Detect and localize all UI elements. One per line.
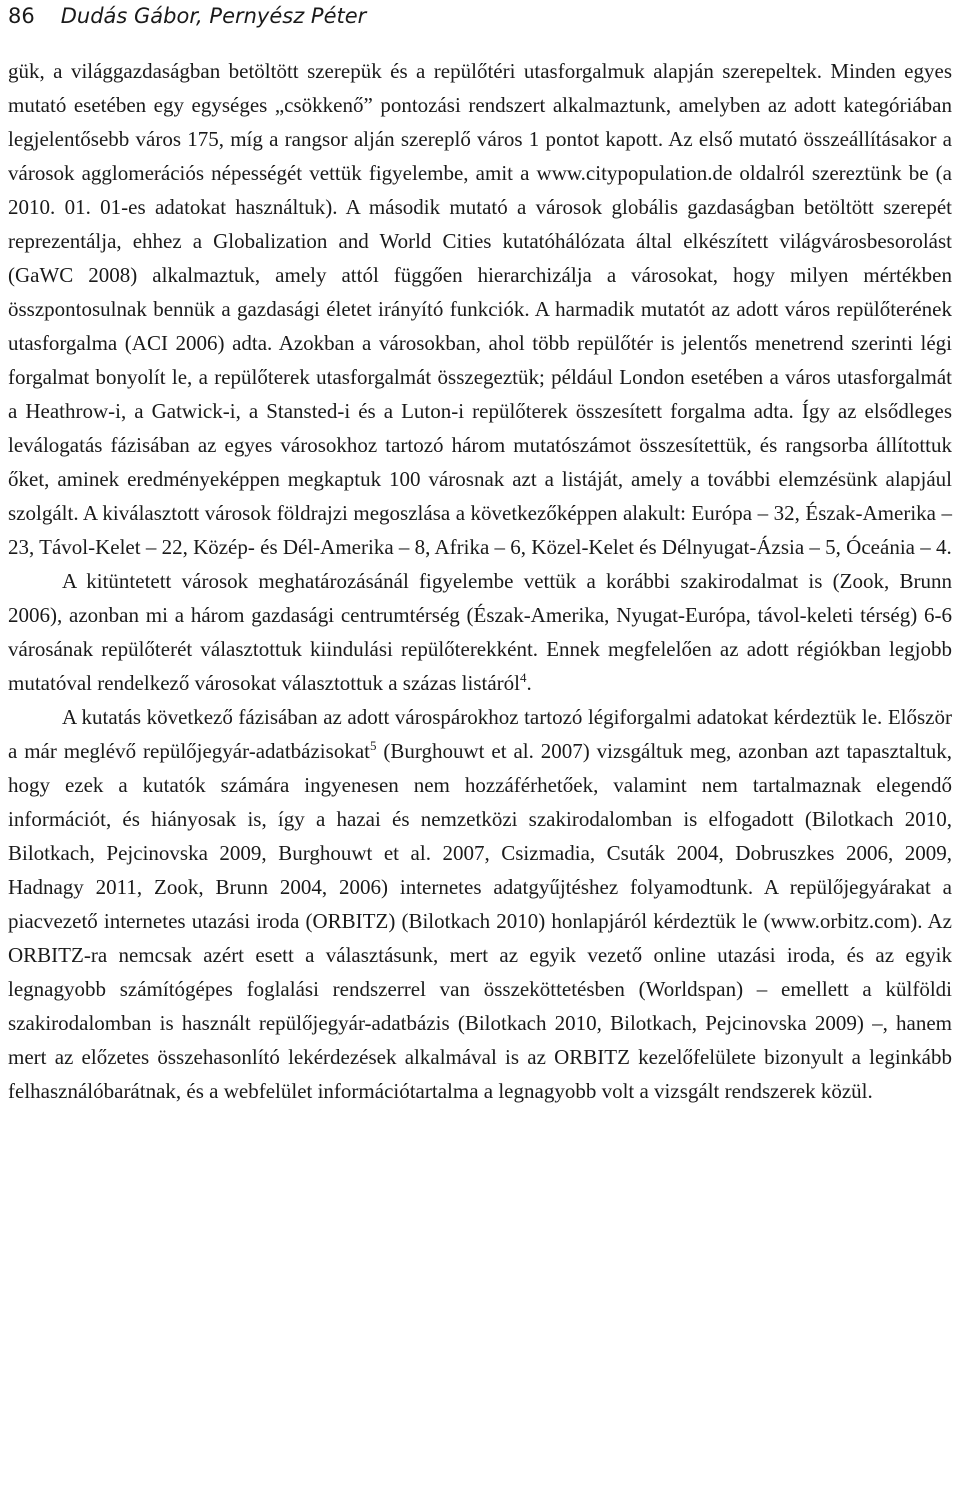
paragraph-text: gük, a világgazdaságban betöltött szerepük és a repülőtéri utasforgalmuk alapján szerepeltek. Minden egyes mutató esetében egy egységes „csökkenő” pontozási rendszert alkalmaztunk, amelyben az adott kategóriában legjelentősebb város 175, míg a rangsor alján szereplő város 1 pontot kapott. Az első mutató összeállításakor a városok agglomerációs népességét vettük figyelembe, amit a www.citypopulation.de oldalról szereztünk be (a 2010. 01. 01-es adatokat használtuk). A második mutató a városok globális gazdaságban betöltött szerepét reprezentálja, ehhez a Globalization and World Cities kutatóhálózata által elkészített világvárosbesorolást (GaWC 2008) alkalmaztuk, amely attól függően hierarchizálja a városokat, hogy milyen mértékben összpontosulnak bennük a gazdasági életet irányító funkciók. A harmadik mutatót az adott város repülőterének utasforgalma (ACI 2006) adta. Azokban a városokban, ahol több repülőtér is jelentős menetrend szerinti légi forgalmat bonyolít le, a repülőterek utasforgalmát összegeztük; például London esetében a város utasforgalmát a Heathrow-i, a Gatwick-i, a Stansted-i és a Luton-i repülőterek összesített forgalma adta. Így az elsődleges leválogatás fázisában az egyes városokhoz tartozó három mutatószámot összesítettük, és rangsorba állítottuk őket, aminek eredményeképpen megkaptuk 100 városnak azt a listáját, amely a további elemzésünk alapjául szolgált. A kiválasztott városok földrajzi megoszlása a következőképpen alakult: Európa – 32, Észak-Amerika – 23, Távol-Kelet – 22, Közép- és Dél-Amerika – 8, Afrika – 6, Közel-Kelet és Délnyugat-Ázsia – 5, Óceánia – 4.	[8, 59, 952, 559]
footnote-marker[interactable]: 5	[369, 738, 377, 753]
body-text	[8, 54, 952, 1108]
paragraph-continued	[8, 54, 952, 564]
book-page	[8, 0, 952, 1108]
paragraph-text: A kutatás következő fázisában az adott várospárokhoz tartozó légiforgalmi adatokat kérdeztük le. Először a már meglévő repülőjegyár-adatbázisokat	[8, 705, 952, 763]
paragraph-text-tail: .	[526, 671, 532, 695]
paragraph-text: A kitüntetett városok meghatározásánál figyelembe vettük a korábbi szakirodalmat is (Zook, Brunn 2006), azonban mi a három gazdasági centrumtérség (Észak-Amerika, Nyugat-Európa, távol-keleti térség) 6-6 városának repülőterét választottuk kiindulási repülőterekként. Ennek megfelelően az adott régiókban legjobb mutatóval rendelkező városokat választottuk a százas listáról	[8, 569, 952, 695]
paragraph	[8, 700, 952, 1108]
paragraph	[8, 564, 952, 700]
running-header	[8, 2, 952, 32]
paragraph-text-tail: (Burghouwt et al. 2007) vizsgáltuk meg, azonban azt tapasztaltuk, hogy ezek a kutatók számára ingyenesen nem hozzáférhetőek, valamint nem tartalmaznak elegendő információt, és hiányosak is, így a hazai és nemzetközi szakirodalomban is elfogadott (Bilotkach 2010, Bilotkach, Pejcinovska 2009, Burghouwt et al. 2007, Csizmadia, Csuták 2004, Dobruszkes 2006, 2009, Hadnagy 2011, Zook, Brunn 2004, 2006) internetes adatgyűjtéshez folyamodtunk. A repülőjegyárakat a piacvezető internetes utazási iroda (ORBITZ) (Bilotkach 2010) honlapjáról kérdeztük le (www.orbitz.com). Az ORBITZ-ra nemcsak azért esett a választásunk, mert az egyik vezető online utazási iroda, és az egyik legnagyobb számítógépes foglalási rendszerrel van összeköttetésben (Worldspan) – emellett a külföldi szakirodalomban is használt repülőjegyár-adatbázis (Bilotkach 2010, Bilotkach, Pejcinovska 2009) –, hanem mert az előzetes összehasonlító lekérdezések alkalmával is az ORBITZ kezelőfelülete bizonyult a leginkább felhasználóbarátnak, és a webfelület információtartalma a legnagyobb volt a vizsgált rendszerek közül.	[8, 739, 952, 1103]
footnote-marker[interactable]: 4	[519, 670, 527, 685]
running-header-authors: Dudás Gábor, Pernyész Péter	[60, 4, 367, 28]
page-number: 86	[8, 4, 35, 28]
